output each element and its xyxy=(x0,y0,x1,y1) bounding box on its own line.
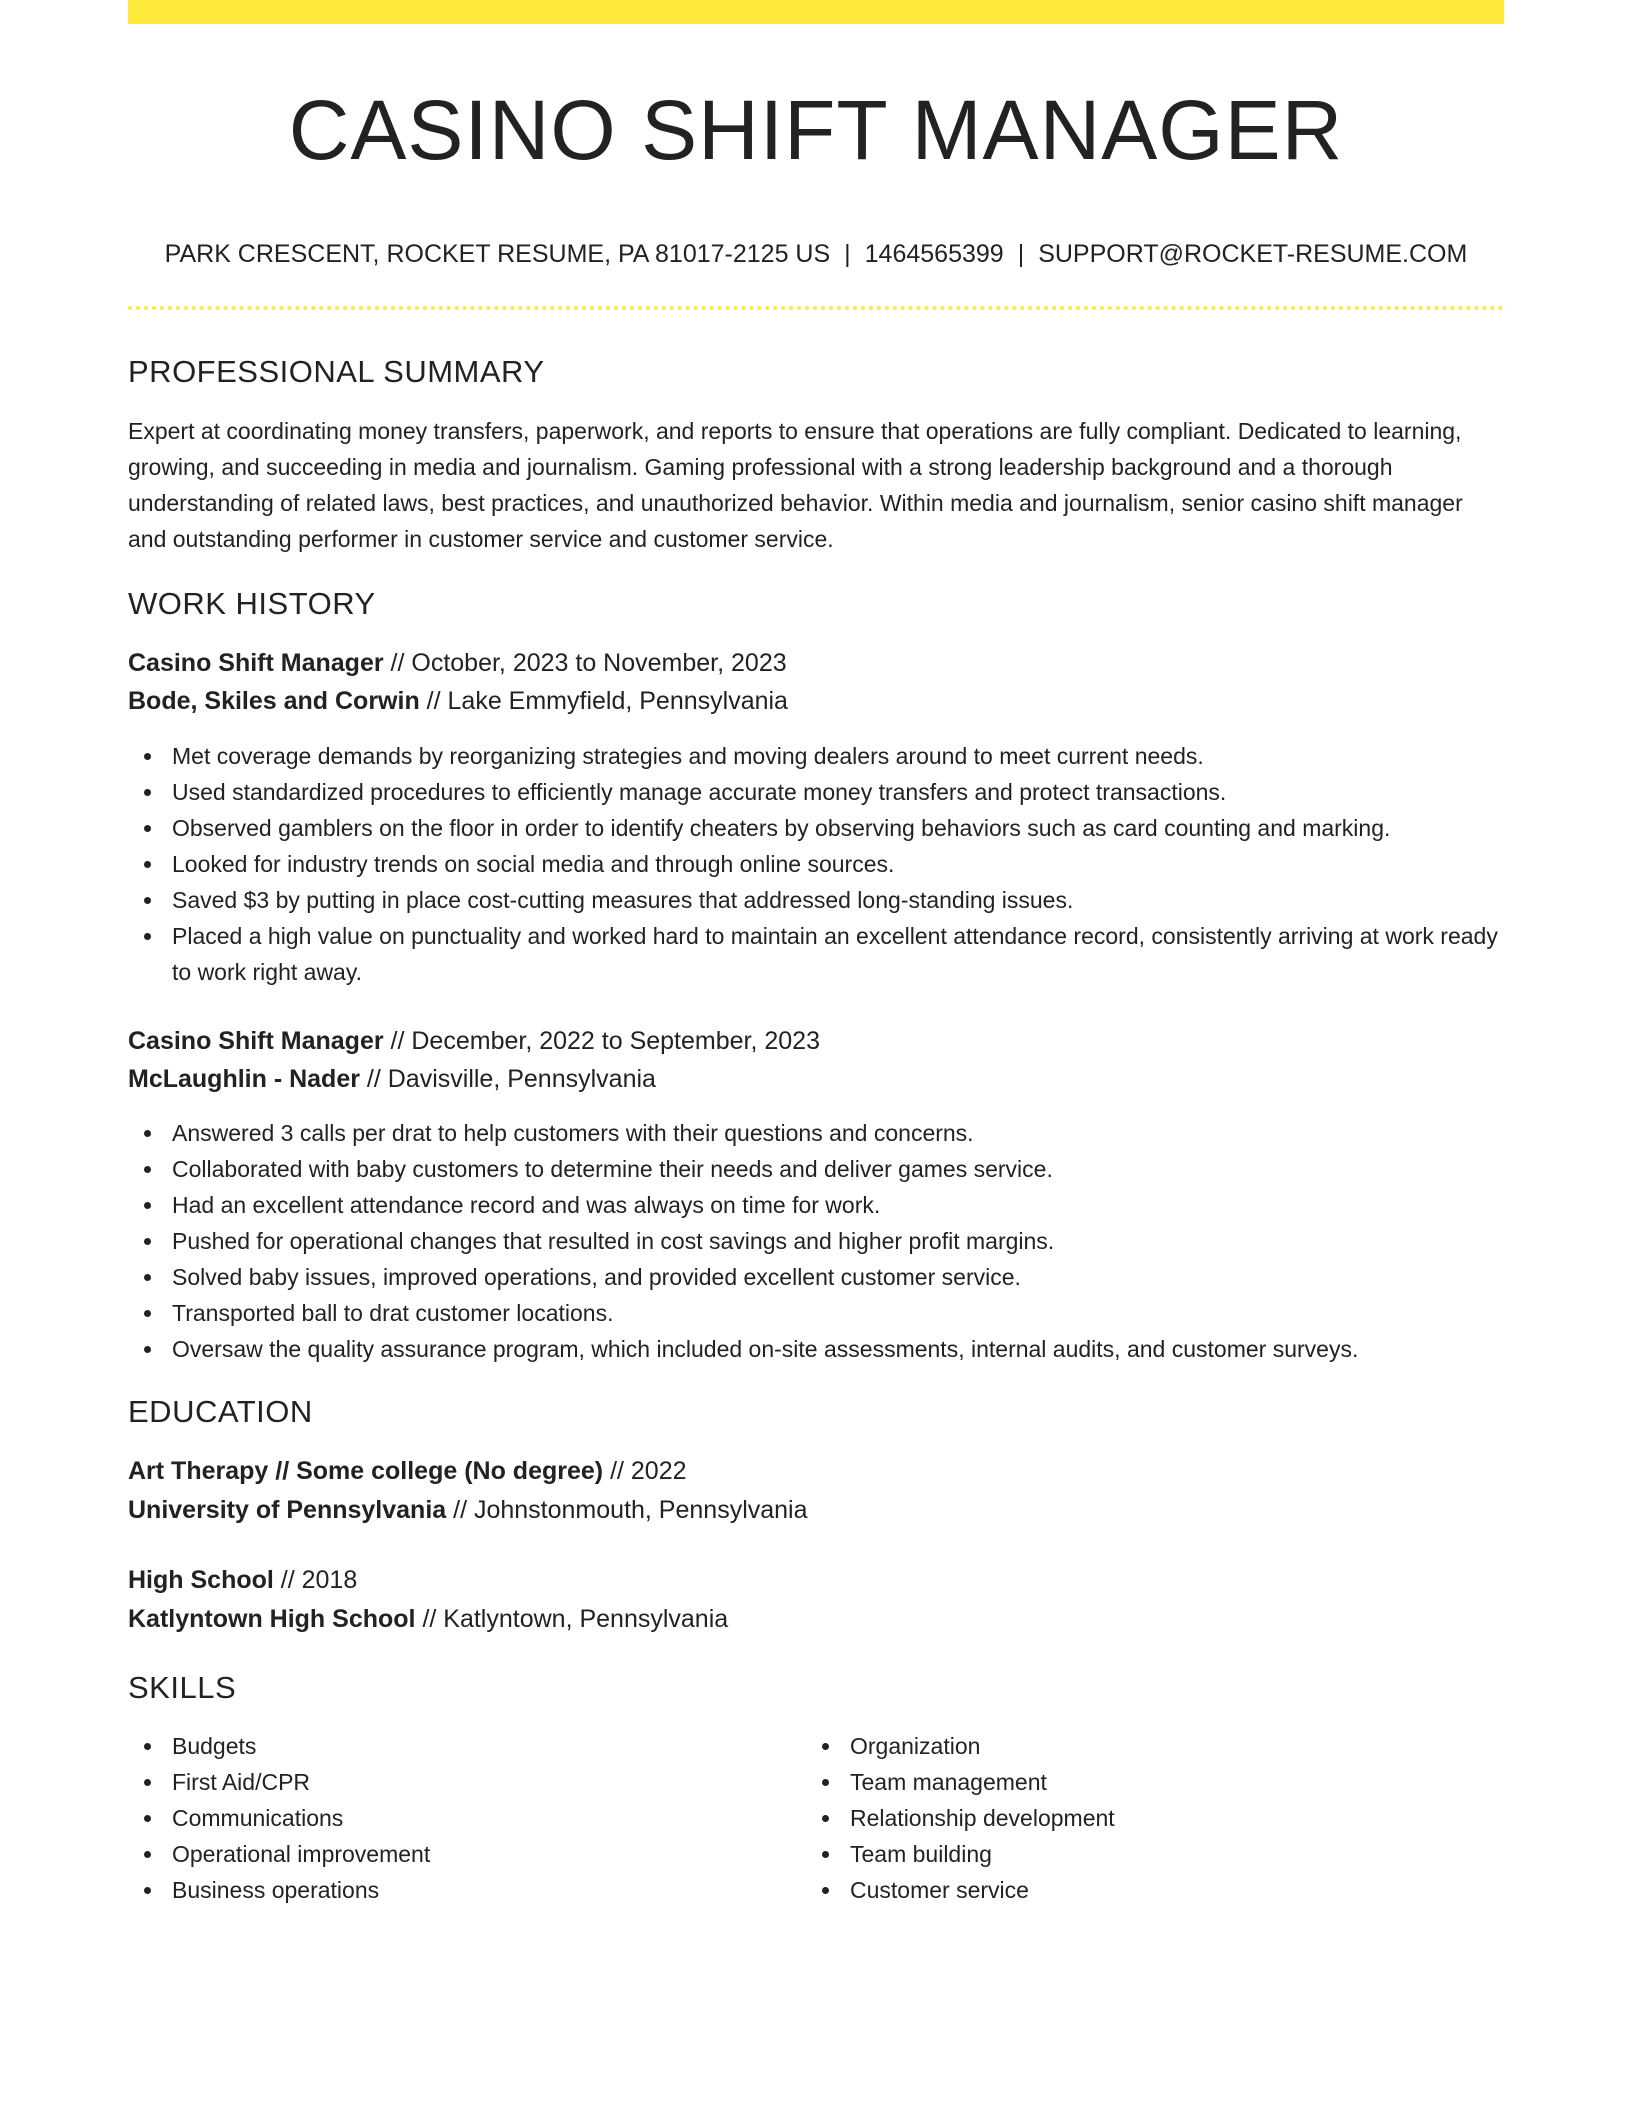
education-heading: EDUCATION xyxy=(128,1394,313,1429)
bullet-text: Collaborated with baby customers to determine their needs and deliver games service. xyxy=(172,1156,1053,1182)
education-location: // Katlyntown, Pennsylvania xyxy=(415,1605,729,1633)
skill-text: Customer service xyxy=(850,1877,1029,1903)
bullet-dot xyxy=(144,1743,151,1750)
skills-heading: SKILLS xyxy=(128,1670,237,1705)
bullet-dot xyxy=(822,1851,829,1858)
list-item xyxy=(806,1836,1478,1872)
list-item xyxy=(128,1836,800,1872)
education-degree: High School xyxy=(128,1566,274,1594)
bullet-dot xyxy=(144,861,151,868)
list-item xyxy=(128,810,1504,846)
list-item xyxy=(128,882,1504,918)
bullet-text: Saved $3 by putting in place cost-cutting measures that addressed long-standing issues. xyxy=(172,887,1074,913)
list-item xyxy=(128,1295,1504,1331)
job-employer-line xyxy=(128,683,788,719)
contact-separator: | xyxy=(844,240,851,268)
bullet-text: Observed gamblers on the floor in order to identify cheaters by observing behaviors such as card counting and marking. xyxy=(172,815,1391,841)
list-item xyxy=(806,1728,1478,1764)
education-location: // Johnstonmouth, Pennsylvania xyxy=(446,1496,808,1524)
bullet-dot xyxy=(144,1274,151,1281)
skill-text: Team building xyxy=(850,1841,992,1867)
contact-email: SUPPORT@ROCKET-RESUME.COM xyxy=(1038,240,1468,268)
bullet-dot xyxy=(144,753,151,760)
list-item xyxy=(128,774,1504,810)
skill-text: Business operations xyxy=(172,1877,380,1903)
bullet-text: Transported ball to drat customer locations. xyxy=(172,1300,614,1326)
bullet-dot xyxy=(144,1851,151,1858)
education-school: University of Pennsylvania xyxy=(128,1496,447,1524)
list-item xyxy=(128,1764,800,1800)
bullet-dot xyxy=(144,825,151,832)
bullet-dot xyxy=(822,1815,829,1822)
list-item xyxy=(128,1259,1504,1295)
bullet-dot xyxy=(144,1238,151,1245)
bullet-text: Met coverage demands by reorganizing strategies and moving dealers around to meet current needs. xyxy=(172,743,1204,769)
bullet-dot xyxy=(144,933,151,940)
skill-text: Budgets xyxy=(172,1733,257,1759)
bullet-dot xyxy=(144,1166,151,1173)
skill-text: Communications xyxy=(172,1805,344,1831)
contact-phone: 1464565399 xyxy=(864,240,1004,268)
bullet-dot xyxy=(144,789,151,796)
job-employer: Bode, Skiles and Corwin xyxy=(128,687,420,715)
job-location: // Lake Emmyfield, Pennsylvania xyxy=(419,687,788,715)
bullet-text: Pushed for operational changes that resulted in cost savings and higher profit margins. xyxy=(172,1228,1055,1254)
skill-text: First Aid/CPR xyxy=(172,1769,311,1795)
bullet-dot xyxy=(822,1743,829,1750)
bullet-dot xyxy=(144,1130,151,1137)
bullet-text: Placed a high value on punctuality and worked hard to maintain an excellent attendance record, consistently arriving at work ready to work right away. xyxy=(172,923,1498,985)
bullet-text: Looked for industry trends on social media and through online sources. xyxy=(172,851,895,877)
skill-text: Relationship development xyxy=(850,1805,1115,1831)
bullet-dot xyxy=(144,897,151,904)
skill-text: Team management xyxy=(850,1769,1047,1795)
list-item xyxy=(806,1800,1478,1836)
education-school-line xyxy=(128,1601,728,1637)
list-item xyxy=(128,738,1504,774)
bullet-dot xyxy=(144,1815,151,1822)
bullet-text: Used standardized procedures to efficiently manage accurate money transfers and protect transactions. xyxy=(172,779,1227,805)
list-item xyxy=(128,1151,1504,1187)
education-degree: Art Therapy // Some college (No degree) xyxy=(128,1457,604,1485)
job-role: Casino Shift Manager xyxy=(128,1027,384,1055)
list-item xyxy=(128,918,1504,990)
bullet-dot xyxy=(822,1887,829,1894)
job-role: Casino Shift Manager xyxy=(128,649,384,677)
list-item xyxy=(128,1728,800,1764)
job-dates: // December, 2022 to September, 2023 xyxy=(383,1027,820,1055)
education-school-line xyxy=(128,1492,808,1528)
accent-top-bar xyxy=(128,0,1504,24)
summary-heading: PROFESSIONAL SUMMARY xyxy=(128,354,545,389)
skills-list-right xyxy=(806,1728,1478,1908)
job-bullets xyxy=(128,738,1504,990)
list-item xyxy=(128,1331,1504,1367)
job-employer-line xyxy=(128,1061,656,1097)
job-title-line xyxy=(128,1023,820,1059)
education-degree-line xyxy=(128,1453,687,1489)
education-year: // 2022 xyxy=(603,1457,687,1485)
education-year: // 2018 xyxy=(273,1566,358,1594)
education-degree-line xyxy=(128,1562,357,1598)
bullet-text: Oversaw the quality assurance program, which included on-site assessments, internal audits, and customer surveys. xyxy=(172,1336,1359,1362)
bullet-text: Answered 3 calls per drat to help customers with their questions and concerns. xyxy=(172,1120,974,1146)
job-location: // Davisville, Pennsylvania xyxy=(359,1065,656,1093)
list-item xyxy=(128,1187,1504,1223)
bullet-dot xyxy=(144,1887,151,1894)
bullet-text: Solved baby issues, improved operations, and provided excellent customer service. xyxy=(172,1264,1021,1290)
job-dates: // October, 2023 to November, 2023 xyxy=(383,649,787,677)
bullet-dot xyxy=(144,1779,151,1786)
skill-text: Operational improvement xyxy=(172,1841,431,1867)
education-school: Katlyntown High School xyxy=(128,1605,416,1633)
list-item xyxy=(128,846,1504,882)
list-item xyxy=(128,1223,1504,1259)
contact-separator: | xyxy=(1017,240,1025,268)
bullet-dot xyxy=(144,1310,151,1317)
summary-text: Expert at coordinating money transfers, paperwork, and reports to ensure that operations are fully compliant. Dedicated to learning, growing, and succeeding in media and journalism. Gaming professional with a strong leadership background and a thorough understanding of related laws, best practices, and unauthorized behavior. Within media and journalism, senior casino shift manager and outstanding performer in customer service and customer service. xyxy=(128,418,1463,552)
job-title-line xyxy=(128,645,787,681)
dotted-divider xyxy=(128,306,1504,310)
job-bullets xyxy=(128,1115,1504,1367)
resume-name: CASINO SHIFT MANAGER xyxy=(288,83,1344,177)
list-item xyxy=(806,1872,1478,1908)
bullet-dot xyxy=(144,1202,151,1209)
bullet-dot xyxy=(822,1779,829,1786)
skills-list-left xyxy=(128,1728,800,1908)
list-item xyxy=(128,1115,1504,1151)
contact-line xyxy=(128,236,1504,272)
bullet-text: Had an excellent attendance record and was always on time for work. xyxy=(172,1192,881,1218)
bullet-dot xyxy=(144,1346,151,1353)
list-item xyxy=(806,1764,1478,1800)
list-item xyxy=(128,1872,800,1908)
list-item xyxy=(128,1800,800,1836)
work-history-heading: WORK HISTORY xyxy=(128,586,376,621)
job-employer: McLaughlin - Nader xyxy=(128,1065,360,1093)
skill-text: Organization xyxy=(850,1733,981,1759)
contact-address: PARK CRESCENT, ROCKET RESUME, PA 81017-2125 US xyxy=(164,240,831,268)
